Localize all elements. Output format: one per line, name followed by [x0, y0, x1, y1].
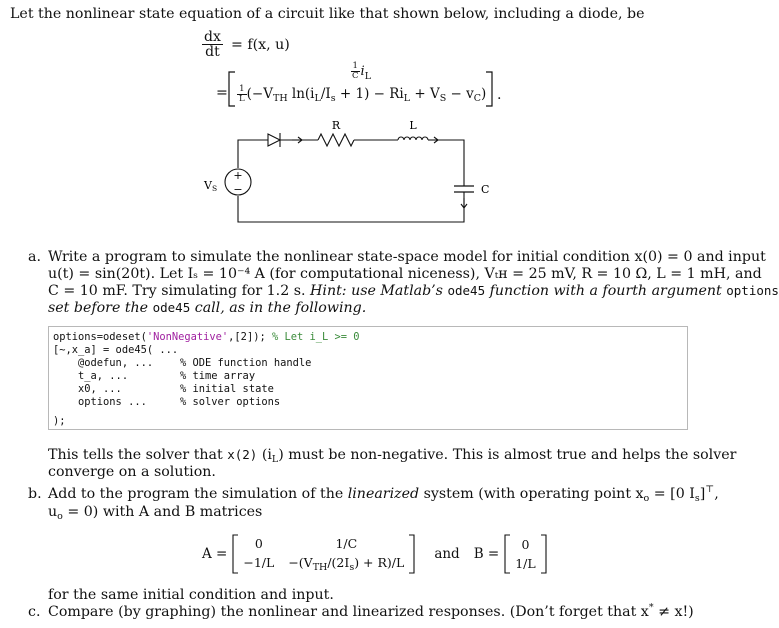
state-equation: [202, 30, 290, 59]
expr-vs: + V: [410, 86, 440, 102]
matrix-a-22: [288, 554, 404, 573]
part-b-e: = [0 I: [649, 486, 695, 502]
part-c-line1: [48, 603, 694, 623]
part-a-line3: [48, 282, 779, 300]
after-code-a: This tells the solver that: [48, 447, 228, 463]
matrix-b-right-bracket: [540, 534, 548, 574]
expr-l2-sub: L: [403, 93, 411, 104]
matrix-a-21: −1/L: [243, 555, 275, 570]
dx-numerator: dx: [204, 29, 221, 45]
expr-th-sub: TH: [272, 93, 288, 104]
part-a-line2: u(t) = sin(20t). Let Iₛ = 10⁻⁴ A (for computational niceness), Vₜʜ = 25 mV, R = 10 Ω, L = 1 mH, and: [48, 266, 762, 282]
vector-top-entry: [350, 62, 371, 81]
matrix-b-grid: [515, 536, 535, 572]
i-l-var: i: [360, 64, 365, 79]
matrix-a-22-e: ) + R)/L: [354, 555, 405, 570]
expr-vc: − v: [446, 86, 474, 102]
code-comment-1: % Let i_L >= 0: [271, 331, 360, 343]
vector-bottom-entry: [237, 85, 486, 104]
wire-top-left: [238, 140, 268, 168]
i-l-sub: L: [364, 71, 371, 82]
expr-ril: + 1) − Ri: [335, 86, 404, 102]
code-line-6: options ...: [53, 396, 147, 408]
part-b-transpose: ⊤: [705, 484, 715, 495]
matrix-b-label: B =: [473, 546, 500, 562]
part-c-letter: c.: [28, 604, 41, 620]
capacitor-label: C: [481, 183, 490, 196]
matrix-a-right-bracket: [408, 534, 416, 574]
after-code-c: (i: [257, 447, 272, 463]
part-b-comma: ,: [714, 486, 719, 502]
part-a-hint: Hint: use Matlab’s: [310, 283, 448, 299]
eq-equals: =: [216, 85, 228, 101]
part-b-s-sub: s: [694, 493, 700, 504]
one-over-l-den: L: [239, 94, 245, 104]
dx-dt-fraction: [202, 30, 223, 59]
one-over-l: [237, 85, 247, 104]
part-b-linearized: linearized: [347, 486, 420, 502]
expr-ln: ln(i: [287, 86, 315, 102]
part-a-line3-plain: C = 10 mF. Try simulating for 1.2 s.: [48, 283, 311, 299]
source-label-sub: S: [212, 184, 218, 193]
eq-f-of-x-u: = f(x, u): [230, 37, 290, 53]
after-code-l-sub: L: [271, 454, 279, 465]
code-string: 'NonNegative': [146, 331, 229, 343]
code-line-1: [53, 331, 360, 343]
expr-c-sub: C: [473, 93, 482, 104]
capacitor-symbol: [454, 186, 474, 192]
inductor-label: L: [409, 119, 417, 132]
matrix-equations: [202, 534, 548, 574]
one-over-l-num: 1: [239, 84, 245, 94]
code-line-4: t_a, ...: [53, 370, 129, 382]
eq-period: .: [497, 87, 502, 103]
one-over-c-den: C: [352, 71, 359, 81]
matrix-b-1: 0: [521, 537, 530, 552]
part-c-star: *: [648, 602, 654, 613]
part-b-a: Add to the program the simulation of the: [48, 486, 348, 502]
code-comment-6: % solver options: [180, 396, 281, 408]
code-line-5: x0, ...: [53, 383, 122, 395]
code-line-7: );: [53, 415, 66, 427]
expr-is: /I: [320, 86, 331, 102]
matrix-a-22-s: s: [349, 562, 355, 573]
part-b-c: system (with operating point x: [419, 486, 644, 502]
resistor-label: R: [331, 119, 341, 132]
one-over-c-num: 1: [352, 61, 358, 71]
circuit-diagram: [200, 118, 500, 230]
inductor-symbol: [398, 137, 428, 140]
expr-vth: (−V: [246, 86, 273, 102]
part-b-u-sub: o: [57, 511, 63, 522]
after-code-x2: x(2): [227, 447, 258, 462]
intro-text: Let the nonlinear state equation of a circuit like that shown below, including a diode, be: [10, 6, 645, 22]
part-b-line1: [48, 485, 719, 505]
part-b-g: ]: [699, 486, 706, 502]
resistor-symbol: [318, 134, 354, 146]
part-b-o-sub: o: [643, 493, 650, 504]
part-a-line4-c: call, as in the following.: [190, 300, 367, 316]
source-plus: +: [233, 169, 243, 182]
matrix-a-left-bracket: [231, 534, 239, 574]
matrix-b-2: 1/L: [515, 556, 536, 571]
matrix-b-left-bracket: [503, 534, 511, 574]
diode-symbol: [268, 133, 280, 147]
part-c-a: Compare (by graphing) the nonlinear and linearized responses. (Don’t forget that x: [48, 604, 649, 620]
matrix-a-12: 1/C: [335, 536, 358, 551]
expr-close: ): [481, 86, 487, 102]
code-odeset: options=odeset(: [53, 331, 147, 343]
code-block: [48, 326, 688, 430]
expr-l-sub: L: [314, 93, 321, 104]
part-a-line4-a: set before the: [48, 300, 153, 316]
part-a-options: options: [726, 283, 779, 298]
part-a-line1: Write a program to simulate the nonlinear state-space model for initial condition x(0) = 0 and input: [48, 249, 766, 265]
expr-s-sub: s: [330, 93, 336, 104]
wire-right: [438, 140, 464, 186]
part-a-ode45: ode45: [447, 283, 486, 298]
code-line-2: [~,x_a] = ode45( ...: [53, 344, 179, 356]
after-code-e: ) must be non-negative. This is almost true and helps the solver: [278, 447, 737, 463]
code-comment-4: % time array: [180, 370, 256, 382]
part-b-line3: for the same initial condition and input.: [48, 587, 334, 603]
matrix-a-22-a: −(V: [288, 555, 313, 570]
code-comment-5: % initial state: [180, 383, 274, 395]
source-label: V: [204, 179, 212, 192]
vector-right-bracket: [484, 70, 496, 108]
one-over-c: [350, 62, 361, 81]
code-comment-3: % ODE function handle: [180, 357, 312, 369]
and-word: and: [434, 546, 460, 562]
part-b-u: u: [48, 504, 58, 520]
code-args: ,[2]);: [228, 331, 272, 343]
matrix-a-22-th: TH: [312, 562, 328, 573]
part-b-line2: [48, 503, 262, 523]
matrix-a-11: 0: [254, 536, 263, 551]
part-c-c: ≠ x!): [653, 604, 694, 620]
code-line-3: @odefun, ...: [53, 357, 154, 369]
dt-denominator: dt: [205, 44, 220, 60]
after-code-line2: converge on a solution.: [48, 464, 216, 480]
matrix-a-22-c: /(2I: [327, 555, 350, 570]
matrix-a-label: A =: [202, 546, 228, 562]
part-b-letter: b.: [28, 486, 42, 502]
part-a-line4-ode45: ode45: [152, 300, 191, 315]
part-a-letter: a.: [28, 249, 41, 265]
wire-bottom: [238, 192, 464, 222]
matrix-a-grid: [243, 535, 404, 573]
part-a-line4: [48, 299, 366, 317]
part-a-hint-2: function with a fourth argument: [485, 283, 727, 299]
expr-s2-sub: S: [439, 93, 447, 104]
part-b-l2-rest: = 0) with A and B matrices: [62, 504, 263, 520]
source-minus: −: [233, 183, 243, 196]
